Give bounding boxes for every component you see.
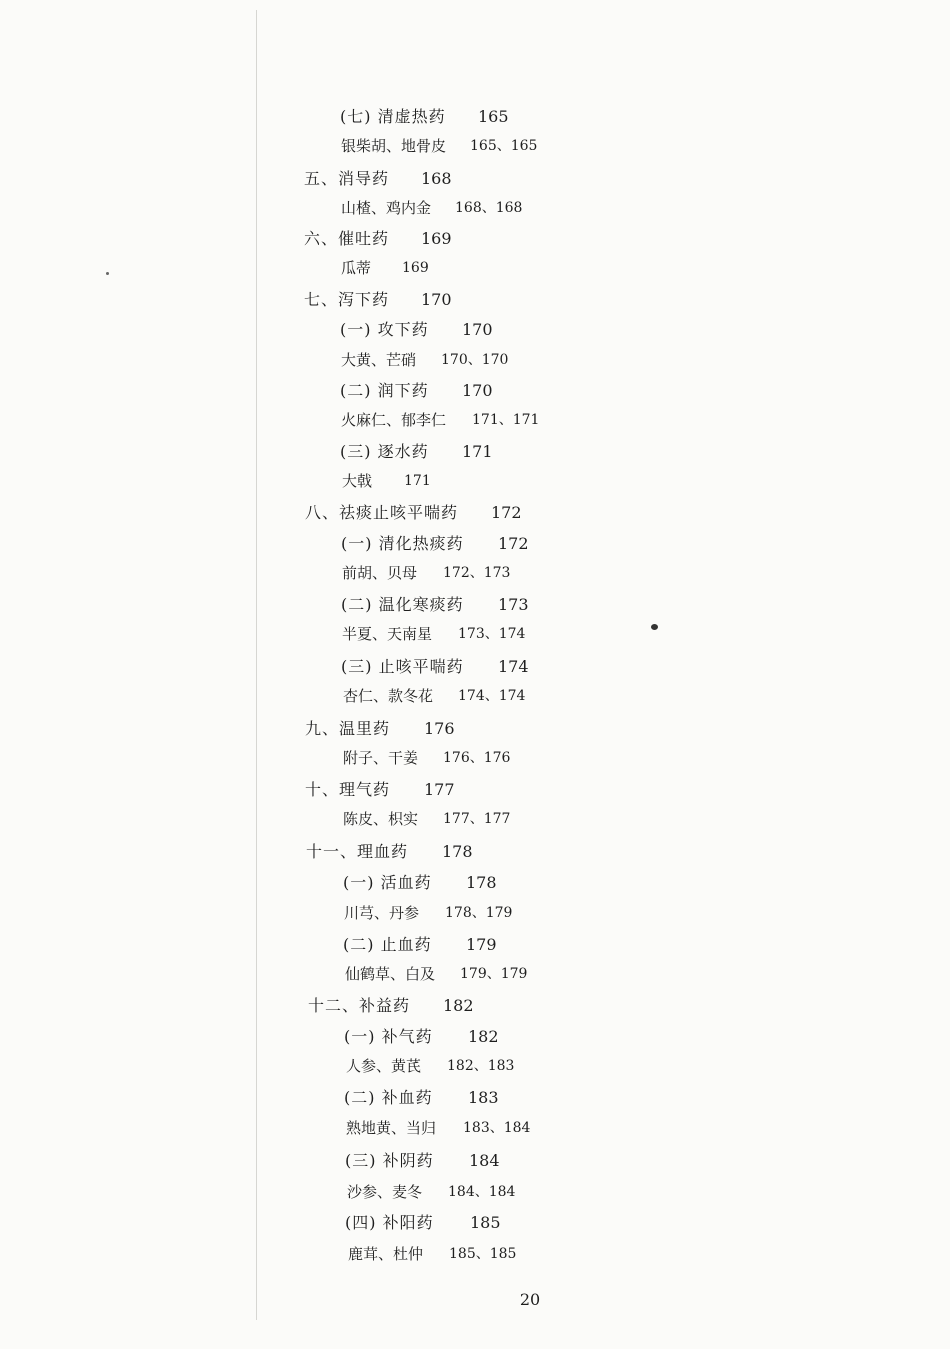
toc-entry-page: 172 xyxy=(491,503,522,522)
toc-entry-page: 185 xyxy=(470,1213,501,1232)
toc-entry-title: (三) 逐水药 xyxy=(340,442,429,461)
toc-entry-title: 火麻仁、郁李仁 xyxy=(341,411,447,429)
toc-entry-page: 185、185 xyxy=(449,1246,517,1262)
toc-entry xyxy=(0,224,950,254)
toc-entry-title: (一) 补气药 xyxy=(344,1027,433,1046)
toc-entry-page: 183 xyxy=(468,1088,499,1107)
toc-entry-page: 173 xyxy=(498,595,529,614)
toc-entry-title: 鹿茸、杜仲 xyxy=(348,1245,424,1263)
toc-entry xyxy=(0,930,950,960)
toc-entry-page: 179、179 xyxy=(460,966,528,982)
toc-entry xyxy=(0,1083,950,1113)
toc-entry xyxy=(0,102,950,132)
toc-entry-title: (一) 攻下药 xyxy=(340,320,429,339)
toc-entry-title: (四) 补阳药 xyxy=(345,1213,434,1232)
toc-entry-page: 170 xyxy=(421,290,452,309)
toc-entry-page: 176 xyxy=(424,719,455,738)
toc-entry-title: 熟地黄、当归 xyxy=(346,1119,437,1137)
toc-entry-title: 十、理气药 xyxy=(305,780,391,799)
toc-entry-title: (二) 补血药 xyxy=(344,1088,433,1107)
toc-entry-title: 九、温里药 xyxy=(305,719,391,738)
toc-entry-title: (一) 清化热痰药 xyxy=(341,534,464,553)
toc-entry-page: 183、184 xyxy=(463,1120,531,1136)
toc-entry xyxy=(0,131,950,161)
toc-entry-title: 前胡、贝母 xyxy=(342,564,418,582)
toc-entry-title: 杏仁、款冬花 xyxy=(343,687,434,705)
toc-entry xyxy=(0,652,950,682)
toc-entry-page: 173、174 xyxy=(458,626,526,642)
toc-entry-title: (三) 补阴药 xyxy=(345,1151,434,1170)
toc-entry xyxy=(0,498,950,528)
toc-entry xyxy=(0,619,950,649)
toc-entry-page: 184 xyxy=(469,1151,500,1170)
toc-entry xyxy=(0,590,950,620)
toc-entry-title: 大黄、芒硝 xyxy=(341,351,417,369)
toc-entry-page: 179 xyxy=(466,935,497,954)
toc-entry xyxy=(0,714,950,744)
toc-entry xyxy=(0,315,950,345)
toc-entry xyxy=(0,868,950,898)
toc-entry xyxy=(0,837,950,867)
toc-entry xyxy=(0,681,950,711)
toc-entry-title: 川芎、丹参 xyxy=(344,904,420,922)
toc-entry xyxy=(0,1146,950,1176)
toc-entry-page: 178 xyxy=(442,842,473,861)
toc-entry-page: 170、170 xyxy=(441,352,509,368)
toc-entry-page: 171 xyxy=(462,442,493,461)
toc-entry-page: 169 xyxy=(421,229,452,248)
toc-entry xyxy=(0,253,950,283)
toc-entry-page: 182、183 xyxy=(447,1058,515,1074)
toc-entry-title: 十一、理血药 xyxy=(306,842,409,861)
toc-entry-title: 陈皮、枳实 xyxy=(343,810,419,828)
toc-entry-page: 182 xyxy=(443,996,474,1015)
toc-entry-page: 178、179 xyxy=(445,905,513,921)
toc-entry xyxy=(0,529,950,559)
toc-entry-page: 168 xyxy=(421,169,452,188)
toc-entry-page: 177、177 xyxy=(443,811,511,827)
toc-entry-page: 177 xyxy=(424,780,455,799)
toc-entry-title: (一) 活血药 xyxy=(343,873,432,892)
toc-entry xyxy=(0,345,950,375)
toc-entry-page: 165、165 xyxy=(470,138,538,154)
toc-entry-title: 银柴胡、地骨皮 xyxy=(341,137,447,155)
toc-entry-page: 170 xyxy=(462,381,493,400)
toc-entry-page: 172 xyxy=(498,534,529,553)
toc-entry-title: 仙鹤草、白及 xyxy=(345,965,436,983)
toc-entry-title: (二) 止血药 xyxy=(343,935,432,954)
toc-entry xyxy=(0,991,950,1021)
toc-entry-page: 178 xyxy=(466,873,497,892)
toc-entry xyxy=(0,164,950,194)
toc-entry xyxy=(0,1208,950,1238)
toc-entry-title: 六、催吐药 xyxy=(304,229,390,248)
toc-entry xyxy=(0,193,950,223)
toc-entry-title: 山楂、鸡内金 xyxy=(341,199,432,217)
toc-entry-page: 176、176 xyxy=(443,750,511,766)
toc-entry-title: 沙参、麦冬 xyxy=(347,1183,423,1201)
toc-entry xyxy=(0,743,950,773)
page-number: 20 xyxy=(519,1290,541,1309)
toc-entry-page: 174、174 xyxy=(458,688,526,704)
toc-entry xyxy=(0,558,950,588)
toc-entry xyxy=(0,1022,950,1052)
toc-entry-title: 半夏、天南星 xyxy=(342,625,433,643)
toc-entry xyxy=(0,285,950,315)
toc-entry xyxy=(0,1113,950,1143)
toc-entry-title: 十二、补益药 xyxy=(308,996,411,1015)
toc-entry-title: (七) 清虚热药 xyxy=(340,107,446,126)
toc-entry xyxy=(0,376,950,406)
toc-entry-title: 大戟 xyxy=(342,472,373,490)
toc-entry xyxy=(0,405,950,435)
toc-entry-page: 168、168 xyxy=(455,200,523,216)
toc-entry-page: 171 xyxy=(404,473,431,489)
toc-entry-title: 瓜蒂 xyxy=(341,259,372,277)
toc-entry-page: 169 xyxy=(402,260,429,276)
toc-entry-title: 附子、干姜 xyxy=(343,749,419,767)
toc-entry-page: 165 xyxy=(478,107,509,126)
toc-entry-page: 171、171 xyxy=(472,412,540,428)
toc-entry xyxy=(0,775,950,805)
toc-entry xyxy=(0,1239,950,1269)
toc-entry-title: 八、祛痰止咳平喘药 xyxy=(305,503,459,522)
toc-entry xyxy=(0,437,950,467)
toc-entry-title: (二) 润下药 xyxy=(340,381,429,400)
toc-entry xyxy=(0,959,950,989)
toc-entry-title: (三) 止咳平喘药 xyxy=(341,657,464,676)
toc-entry xyxy=(0,1051,950,1081)
toc-entry xyxy=(0,1177,950,1207)
toc-entry-title: 七、泻下药 xyxy=(304,290,390,309)
toc-entry-page: 182 xyxy=(468,1027,499,1046)
toc-entry-title: 五、消导药 xyxy=(304,169,390,188)
toc-entry-page: 184、184 xyxy=(448,1184,516,1200)
toc-entry-title: 人参、黄芪 xyxy=(346,1057,422,1075)
toc-entry xyxy=(0,898,950,928)
toc-entry-page: 172、173 xyxy=(443,565,511,581)
toc-entry-page: 174 xyxy=(498,657,529,676)
toc-entry-title: (二) 温化寒痰药 xyxy=(341,595,464,614)
toc-entry xyxy=(0,804,950,834)
toc-entry-page: 170 xyxy=(462,320,493,339)
toc-entry xyxy=(0,466,950,496)
